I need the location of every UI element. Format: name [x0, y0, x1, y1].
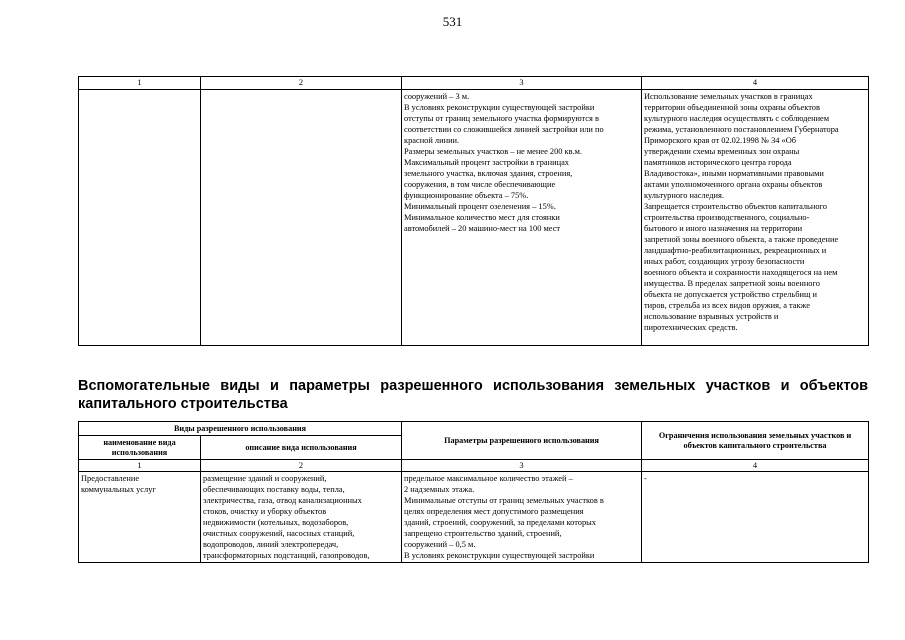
- text-line: утверждении схемы временных зон охраны: [644, 147, 800, 156]
- text-line: бытового и иного назначения на территории: [644, 224, 803, 233]
- text-line: водопроводов, линий электропередач,: [203, 540, 339, 549]
- text-line: коммунальных услуг: [81, 485, 156, 494]
- text-line: Размеры земельных участков – не менее 200 кв.м.: [404, 147, 583, 156]
- text-line: строительства производственного, социально-: [644, 213, 810, 222]
- text-line: ландшафтно-реабилитационных, рекреационных и: [644, 246, 827, 255]
- column-number: 3: [402, 460, 642, 472]
- parameters-cell: [402, 90, 642, 346]
- text-line: Минимальное количество мест для стоянки: [404, 213, 560, 222]
- text-line: зданий, строений, сооружений, за пределами которых: [404, 518, 596, 527]
- text-line: Запрещается строительство объектов капитального: [644, 202, 827, 211]
- use-description-cell: [201, 472, 402, 563]
- text-line: запретной зоны военного объекта, а также проведение: [644, 235, 839, 244]
- continuation-table: [78, 76, 869, 346]
- text-line: размещение зданий и сооружений,: [203, 474, 327, 483]
- column-number: 4: [642, 460, 869, 472]
- text-line: культурного наследия.: [644, 191, 724, 200]
- text-line: стоков, очистку и уборку объектов: [203, 507, 327, 516]
- header-row: [79, 422, 869, 436]
- table-row: [79, 90, 869, 346]
- text-line: режима, установленного постановлением Губернатора: [644, 125, 839, 134]
- text-line: электричества, газа, отвод канализационных: [203, 496, 362, 505]
- column-number: 2: [201, 460, 402, 472]
- restrictions-cell: -: [642, 472, 869, 563]
- text-line: трансформаторных подстанций, газопроводов,: [203, 551, 370, 560]
- use-name-cell: [79, 472, 201, 563]
- column-number-row: [79, 77, 869, 90]
- text-line: памятников исторического центра города: [644, 158, 792, 167]
- header-group-cell: Виды разрешенного использования: [79, 422, 402, 436]
- text-line: автомобилей – 20 машино-мест на 100 мест: [404, 224, 561, 233]
- text-line: сооружений – 0,5 м.: [404, 540, 476, 549]
- text-line: имущества. В пределах запретной зоны военного: [644, 279, 820, 288]
- text-line: В условиях реконструкции существующей застройки: [404, 551, 595, 560]
- text-line: Максимальный процент застройки в границах: [404, 158, 569, 167]
- column-number: 1: [79, 460, 201, 472]
- column-number: 1: [79, 77, 201, 90]
- text-line: военного объекта и сохранности находящегося на нем: [644, 268, 838, 277]
- text-line: иных работ, создающих угрозу безопасности: [644, 257, 805, 266]
- text-line: очистных сооружений, насосных станций,: [203, 529, 355, 538]
- table-row: [79, 472, 869, 563]
- page-number: 531: [442, 14, 463, 29]
- use-description-cell: [201, 90, 402, 346]
- text-line: предельное максимальное количество этажей –: [404, 474, 573, 483]
- column-number: 3: [402, 77, 642, 90]
- text-line: территории объединенной зоны охраны объектов: [644, 103, 820, 112]
- text-line: Владивостока», иными нормативными правовыми: [644, 169, 824, 178]
- text-line: соответствии со сложившейся линией застройки или по: [404, 125, 604, 134]
- column-number-row: [79, 460, 869, 472]
- text-line: объекта не допускается устройство стрельбищ и: [644, 290, 817, 299]
- column-number: 4: [642, 77, 869, 90]
- text-line: Минимальные отступы от границ земельных участков в: [404, 496, 604, 505]
- text-line: Предоставление: [81, 474, 140, 483]
- text-line: 2 надземных этажа.: [404, 485, 475, 494]
- text-line: запрещено строительство зданий, строений,: [404, 529, 562, 538]
- text-line: красной линии.: [404, 136, 460, 145]
- text-line: обеспечивающих поставку воды, тепла,: [203, 485, 345, 494]
- auxiliary-uses-table: [78, 421, 869, 563]
- text-line: сооружения, в том числе обеспечивающие: [404, 180, 556, 189]
- section-heading: Вспомогательные виды и параметры разрешенного использования земельных участков и объектов капитального строительства: [78, 378, 868, 412]
- text-line: недвижимости (котельных, водозаборов,: [203, 518, 349, 527]
- text-line: Использование земельных участков в границах: [644, 92, 813, 101]
- header-restrictions: Ограничения использования земельных участков и объектов капитального строительства: [642, 422, 869, 460]
- text-line: Минимальный процент озеленения – 15%.: [404, 202, 556, 211]
- text-line: целях определения мест допустимого размещения: [404, 507, 584, 516]
- header-use-name: наименование вида использования: [79, 436, 201, 460]
- text-line: функционирование объекта – 75%.: [404, 191, 529, 200]
- text-line: пиротехнических средств.: [644, 323, 738, 332]
- text-line: тиров, стрельба из всех видов оружия, а также: [644, 301, 810, 310]
- text-line: актами уполномоченного органа охраны объектов: [644, 180, 823, 189]
- header-parameters: Параметры разрешенного использования: [402, 422, 642, 460]
- text-line: отступы от границ земельного участка формируются в: [404, 114, 599, 123]
- text-line: культурного наследия осуществлять с соблюдением: [644, 114, 830, 123]
- text-line: сооружений – 3 м.: [404, 92, 470, 101]
- text-line: использование взрывных устройств и: [644, 312, 779, 321]
- header-use-description: описание вида использования: [201, 436, 402, 460]
- text-line: Приморского края от 02.02.1998 № 34 «Об: [644, 136, 797, 145]
- use-name-cell: [79, 90, 201, 346]
- text-line: В условиях реконструкции существующей застройки: [404, 103, 595, 112]
- parameters-cell: [402, 472, 642, 563]
- text-line: земельного участка, включая здания, строения,: [404, 169, 573, 178]
- restrictions-cell: [642, 90, 869, 346]
- column-number: 2: [201, 77, 402, 90]
